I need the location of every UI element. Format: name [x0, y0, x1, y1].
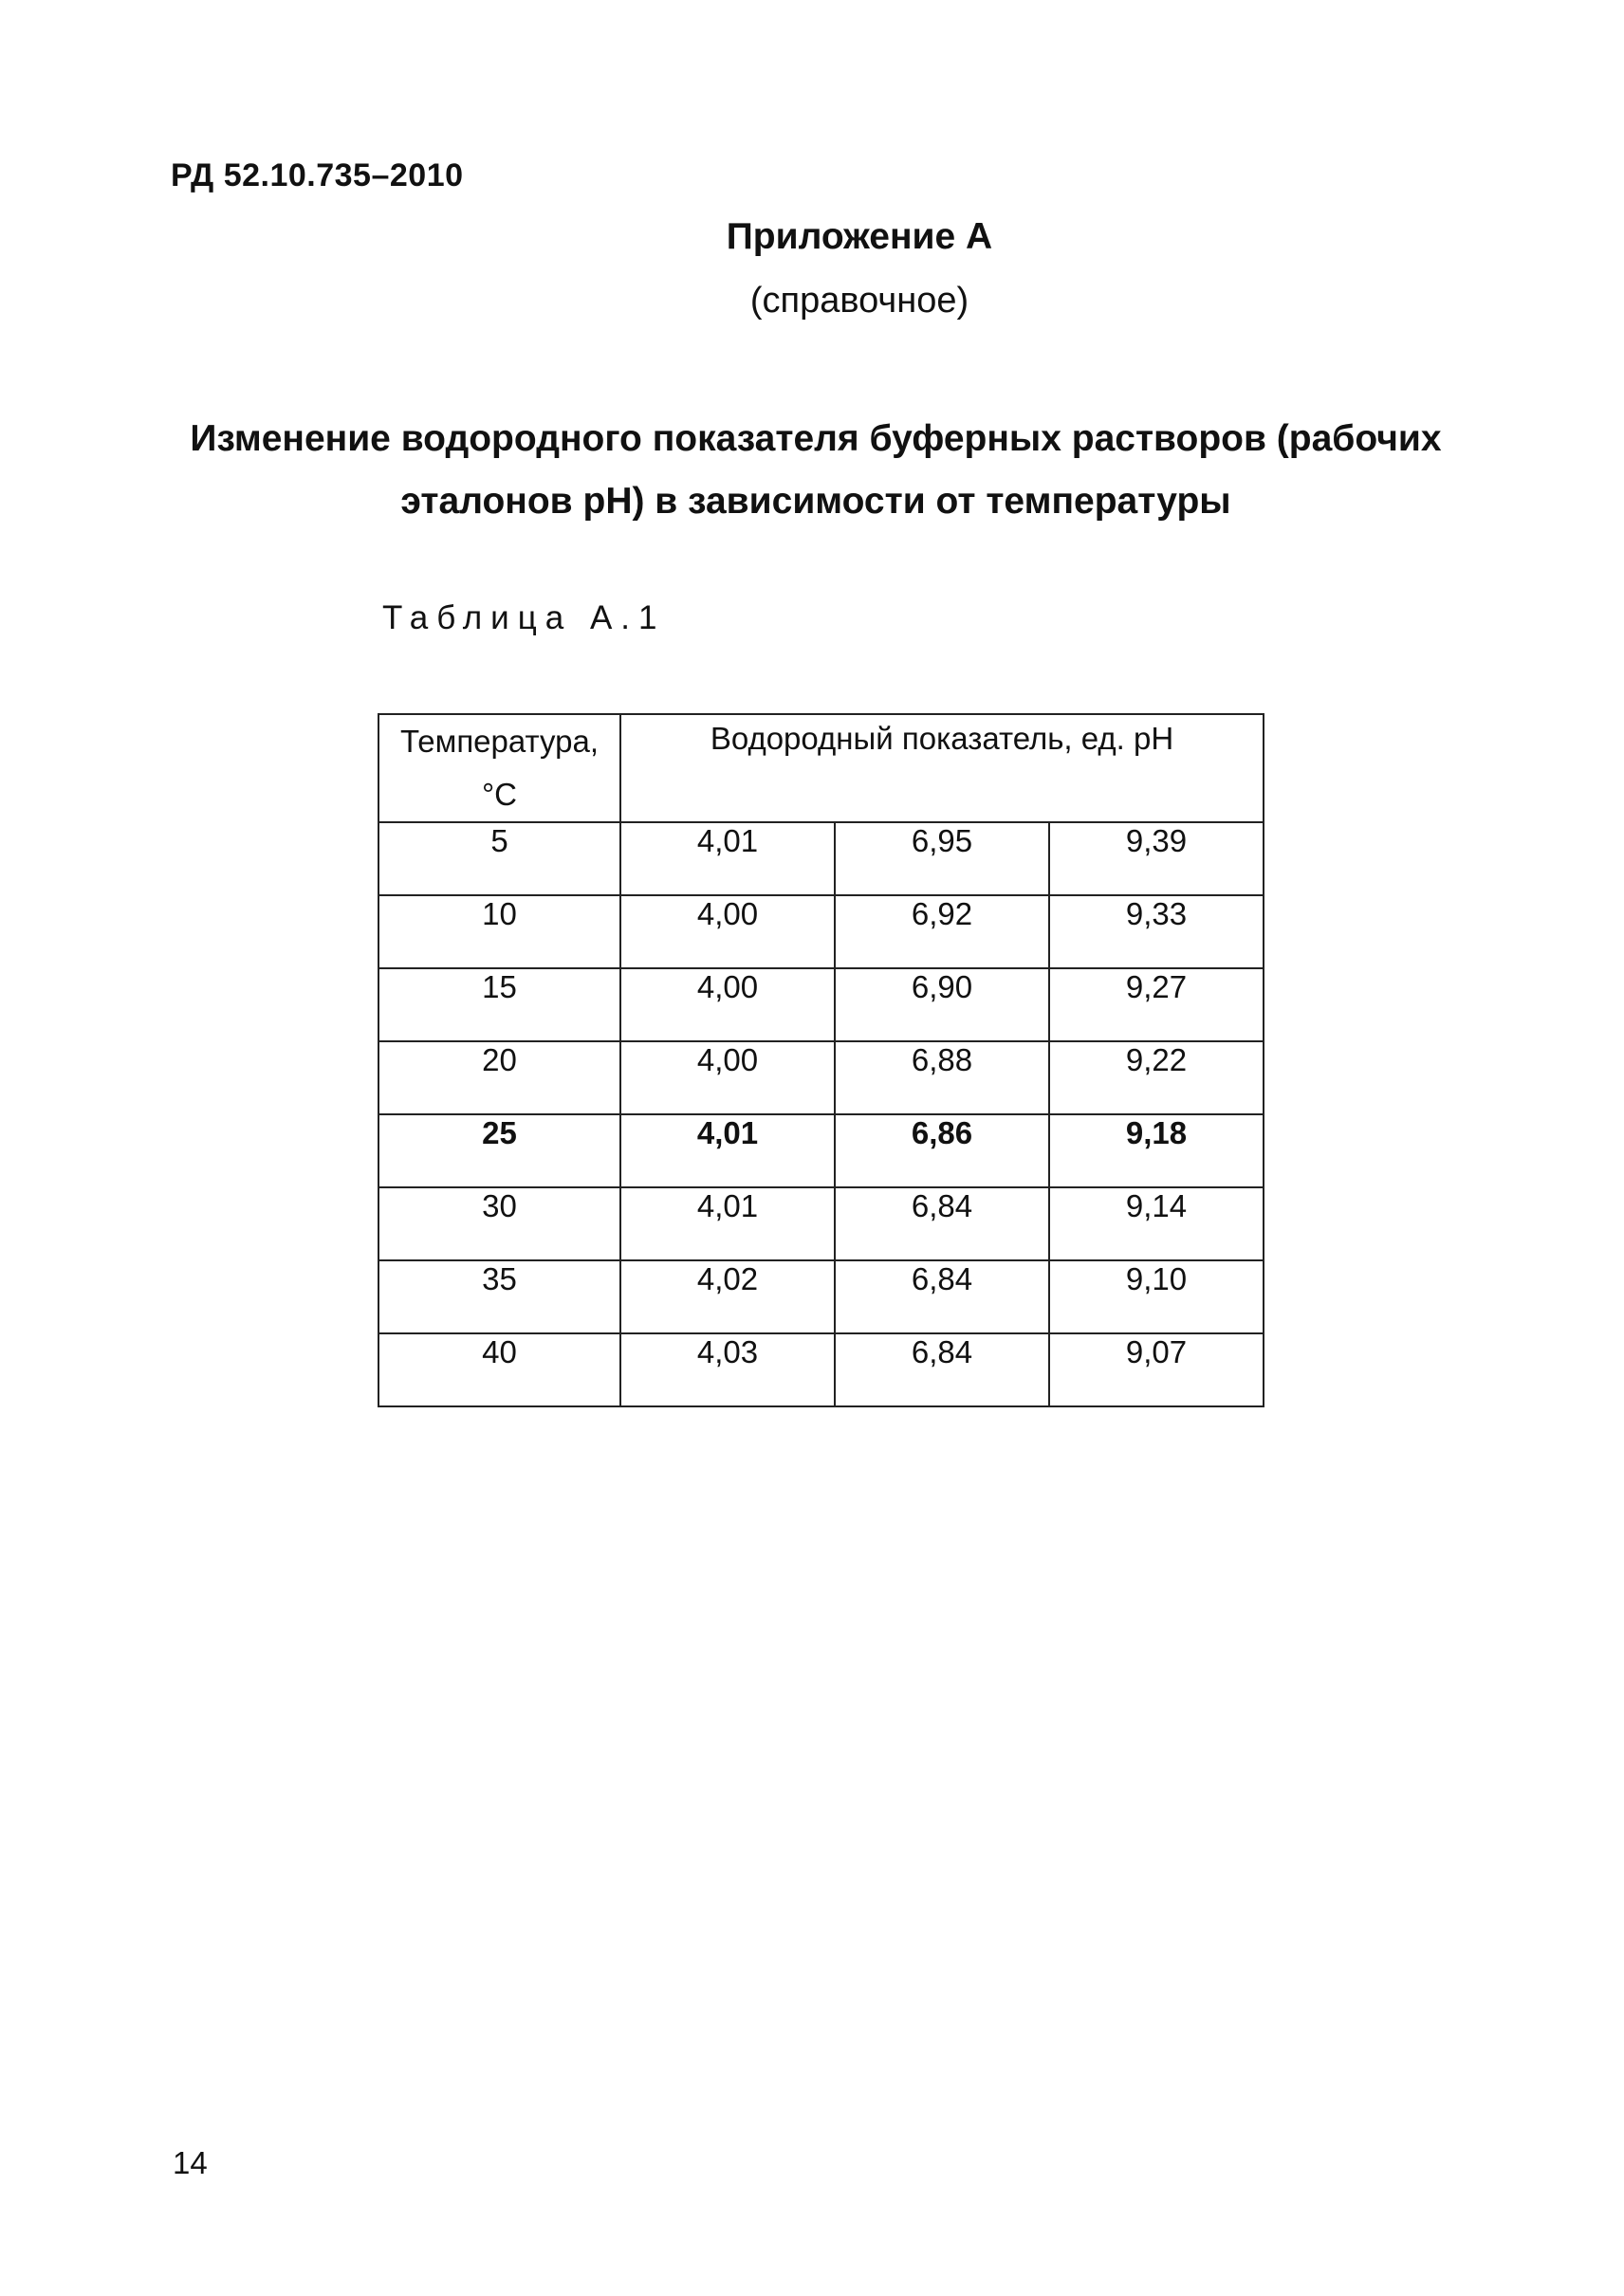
ph-table — [378, 713, 1264, 1407]
cell-ph-value-3: 9,07 — [1049, 1333, 1264, 1406]
table-row — [378, 822, 1264, 895]
section-heading — [142, 408, 1489, 533]
appendix-note: (справочное) — [749, 281, 969, 321]
cell-ph-value-2: 6,92 — [835, 895, 1049, 968]
cell-ph-value-3: 9,14 — [1049, 1187, 1264, 1260]
document-code: РД 52.10.735–2010 — [171, 157, 464, 193]
table-row — [378, 1260, 1264, 1333]
section-heading-line-1: Изменение водородного показателя буферных растворов (рабочих — [190, 418, 1442, 459]
column-header-temperature-label: Температура, — [399, 724, 600, 759]
cell-ph-value-3: 9,39 — [1049, 822, 1264, 895]
cell-ph-value-1: 4,01 — [620, 822, 835, 895]
cell-ph-value-2: 6,90 — [835, 968, 1049, 1041]
cell-temperature: 15 — [378, 968, 620, 1041]
cell-ph-value-1: 4,00 — [620, 1041, 835, 1114]
table-row — [378, 895, 1264, 968]
table-row — [378, 1187, 1264, 1260]
cell-temperature: 30 — [378, 1187, 620, 1260]
cell-ph-value-2: 6,84 — [835, 1333, 1049, 1406]
cell-temperature: 25 — [378, 1114, 620, 1187]
table-caption: Таблица А.1 — [382, 599, 666, 636]
cell-ph-value-2: 6,84 — [835, 1187, 1049, 1260]
column-header-ph: Водородный показатель, ед. рН — [620, 714, 1264, 822]
cell-temperature: 10 — [378, 895, 620, 968]
cell-temperature: 5 — [378, 822, 620, 895]
cell-temperature: 40 — [378, 1333, 620, 1406]
table-row — [378, 1114, 1264, 1187]
page-number: 14 — [173, 2145, 208, 2180]
cell-ph-value-3: 9,22 — [1049, 1041, 1264, 1114]
section-heading-line-2: эталонов рН) в зависимости от температуры — [400, 481, 1231, 522]
cell-ph-value-3: 9,10 — [1049, 1260, 1264, 1333]
table-row — [378, 1333, 1264, 1406]
cell-ph-value-1: 4,00 — [620, 895, 835, 968]
cell-temperature: 35 — [378, 1260, 620, 1333]
table-row — [378, 968, 1264, 1041]
cell-ph-value-3: 9,18 — [1049, 1114, 1264, 1187]
cell-ph-value-2: 6,88 — [835, 1041, 1049, 1114]
column-header-temperature-unit: °С — [481, 777, 518, 812]
cell-ph-value-1: 4,00 — [620, 968, 835, 1041]
cell-temperature: 20 — [378, 1041, 620, 1114]
table-row — [378, 1041, 1264, 1114]
appendix-title: Приложение А — [726, 216, 993, 257]
table-header-row — [378, 714, 1264, 822]
cell-ph-value-3: 9,27 — [1049, 968, 1264, 1041]
cell-ph-value-2: 6,95 — [835, 822, 1049, 895]
cell-ph-value-2: 6,86 — [835, 1114, 1049, 1187]
ph-table-container — [378, 713, 1264, 1407]
cell-ph-value-1: 4,01 — [620, 1187, 835, 1260]
cell-ph-value-3: 9,33 — [1049, 895, 1264, 968]
cell-ph-value-1: 4,02 — [620, 1260, 835, 1333]
table-body — [378, 822, 1264, 1406]
cell-ph-value-1: 4,03 — [620, 1333, 835, 1406]
cell-ph-value-1: 4,01 — [620, 1114, 835, 1187]
column-header-temperature — [378, 714, 620, 822]
cell-ph-value-2: 6,84 — [835, 1260, 1049, 1333]
